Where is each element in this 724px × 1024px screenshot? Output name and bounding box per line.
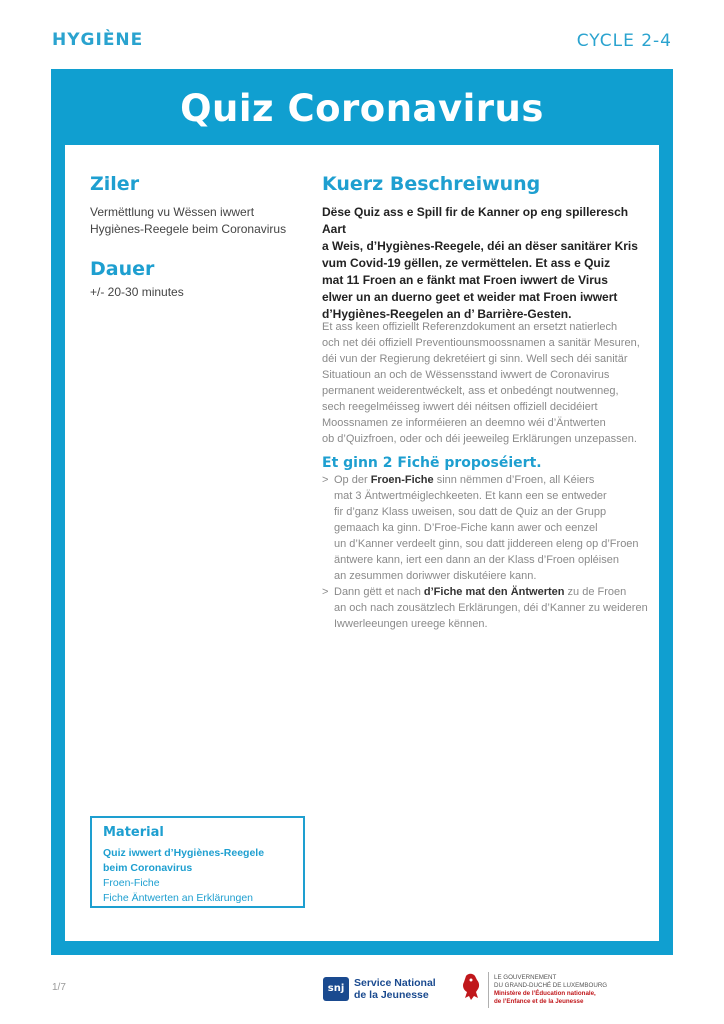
material-item: Quiz iwwert d’Hygiènes-Reegele	[103, 847, 265, 859]
disclaimer-line: ob d’Quizfroen, oder och déi jeeweileg Erklärungen unzepassen.	[322, 433, 637, 445]
chevron-right-icon: >	[322, 474, 329, 486]
ministry-line: de l’Enfance et de la Jeunesse	[494, 998, 584, 1005]
dauer-text: +/- 20-30 minutes	[90, 285, 184, 299]
fiches-list	[322, 472, 652, 632]
list-item-line: an och nach zousätzlech Erklärungen, déi d’Kanner zu weideren	[334, 602, 648, 614]
list-item-line: Iwwerleeungen ureege kënnen.	[334, 618, 488, 630]
list-item-bold: Froen-Fiche	[370, 474, 434, 486]
disclaimer-line: Et ass keen offiziellt Referenzdokument an ersetzt natierlech	[322, 321, 618, 333]
description-line: vum Covid-19 gëllen, ze vermëttelen. Et ass e Quiz	[322, 256, 611, 270]
disclaimer-line: permanent weiderentwéckelt, ass et onbedéngt noutwenneg,	[322, 385, 619, 397]
snj-logo-mark: snj	[323, 977, 349, 1001]
disclaimer-line: Moossnamen ze informéieren an deemno wéi d’Äntwerten	[322, 417, 606, 429]
subject-label: HYGIÈNE	[52, 30, 144, 50]
description-line: a Weis, d’Hygiènes-Reegele, déi an dëser sanitärer Kris	[322, 239, 638, 253]
description-line: d’Hygiènes-Reegelen an d’ Barrière-Gesten.	[322, 307, 572, 321]
description-heading: Kuerz Beschreiwung	[322, 173, 541, 195]
list-item-line: un d’Kanner verdeelt ginn, sou datt jiddereen eleng op d’Froen	[334, 538, 639, 550]
material-item: Froen-Fiche	[103, 877, 160, 889]
ziler-heading: Ziler	[90, 173, 140, 195]
disclaimer-line: och net déi offiziell Preventiounsmoossnamen a sanitär Mesuren,	[322, 337, 640, 349]
fiches-heading: Et ginn 2 Fichë proposéiert.	[322, 455, 542, 471]
list-item	[322, 472, 652, 584]
list-item-text: zu de Froen	[564, 586, 627, 598]
chevron-right-icon: >	[322, 586, 329, 598]
lion-icon	[460, 972, 482, 1002]
content-frame	[51, 69, 673, 955]
description-line: Dëse Quiz ass e Spill fir de Kanner op eng spilleresch Aart	[322, 205, 629, 236]
gov-line: LE GOUVERNEMENT	[494, 974, 557, 981]
list-item-text: sinn nëmmen d’Froen, all Kéiers	[433, 474, 595, 486]
disclaimer-line: déi vun der Regierung dekretéiert gi sinn. Well sech déi sanitär	[322, 353, 628, 365]
list-item-line: gemaach ka ginn. D’Froe-Fiche kann awer och eenzel	[334, 522, 598, 534]
list-item-text: Op der	[334, 474, 371, 486]
snj-name-line: de la Jeunesse	[354, 989, 429, 1001]
disclaimer-line: sech reegelméisseg iwwert déi néitsen offiziell decidéiert	[322, 401, 598, 413]
content-panel	[65, 145, 659, 941]
snj-logo-text	[354, 977, 464, 1001]
description-text	[322, 204, 652, 323]
material-list	[103, 846, 303, 906]
list-item-line: mat 3 Äntwertméiglechkeeten. Et kann een se entweder	[334, 490, 607, 502]
list-item-line: fir d’ganz Klass uweisen, sou datt de Quiz an der Grupp	[334, 506, 607, 518]
material-heading: Material	[103, 825, 164, 840]
list-item-first-line	[334, 472, 652, 488]
page-title: Quiz Coronavirus	[180, 87, 544, 130]
list-item-line: an zesummen doriwwer diskutéiere kann.	[334, 570, 537, 582]
snj-name-line: Service National	[354, 977, 436, 989]
ziler-line: Hygiènes-Reegele beim Coronavirus	[90, 222, 287, 236]
ziler-line: Vermëttlung vu Wëssen iwwert	[90, 205, 255, 219]
page-number: 1/7	[52, 982, 66, 993]
cycle-label: CYCLE 2-4	[576, 31, 672, 51]
disclaimer-text	[322, 319, 652, 447]
list-item-text: Dann gëtt et nach	[334, 586, 424, 598]
material-item: beim Coronavirus	[103, 862, 193, 874]
description-line: mat 11 Froen an e fänkt mat Froen iwwert de Virus	[322, 273, 608, 287]
list-item-first-line	[334, 584, 652, 600]
ministry-line: Ministère de l’Éducation nationale,	[494, 990, 596, 997]
list-item-bold: d’Fiche mat den Äntwerten	[423, 586, 565, 598]
list-item	[322, 584, 652, 632]
ziler-text	[90, 204, 300, 238]
government-text	[494, 974, 644, 1006]
material-box	[90, 816, 305, 908]
dauer-heading: Dauer	[90, 258, 155, 280]
description-line: elwer un an duerno geet et weider mat Froen iwwert	[322, 290, 618, 304]
material-item: Fiche Äntwerten an Erklärungen	[103, 892, 253, 904]
logo-divider	[488, 972, 489, 1008]
list-item-line: äntwere kann, iert een dann an der Klass d’Froen opléisen	[334, 554, 619, 566]
gov-line: DU GRAND-DUCHÉ DE LUXEMBOURG	[494, 982, 608, 989]
disclaimer-line: Situatioun an och de Wëssensstand iwwert de Coronavirus	[322, 369, 610, 381]
